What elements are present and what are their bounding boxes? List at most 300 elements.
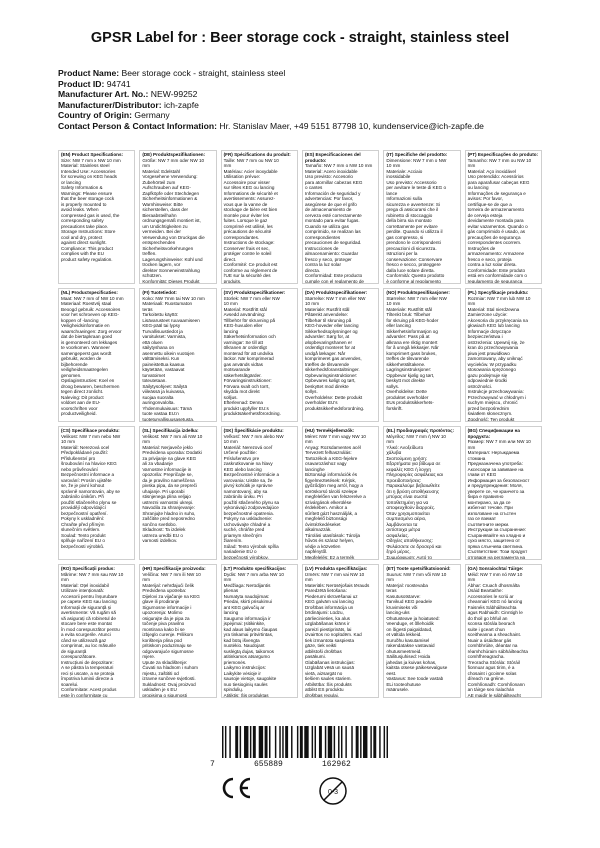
spec-line: fresco y seco, proteger (304, 256, 352, 262)
spec-line: suché, chráňte pred (223, 527, 265, 532)
spec-line: soarelui. (61, 681, 79, 687)
spec-line: mm (467, 444, 476, 450)
spec-line: lancing-uks (386, 610, 410, 615)
spec-line: Πληροφορίες ασφάλειας και (386, 472, 443, 477)
spec-line: figyelmeztetések: Kérjük, (304, 477, 357, 483)
spec-line: Anyag: Rozsdamentes acél (304, 444, 361, 450)
spec-line: Säilitusjuhised: Hoida (386, 654, 431, 659)
spec-line: vermeiden. Bei der (142, 229, 181, 234)
spec-line: chosaint i gcoinne solas (467, 670, 517, 676)
spec-line: Skladnost: Ta izdelek (142, 527, 186, 532)
spec-heading: (NL) Productspecificaties: (61, 290, 118, 295)
spec-line: и предупреждения: Моля, (467, 483, 523, 488)
spec-line: Piederumi skrūvēšanai uz (304, 593, 358, 599)
spec-line: atbilstoši drošības (304, 648, 342, 654)
spec-line: sikkerhedsforanstaltninger. (304, 367, 360, 372)
spec-line: schützen. (142, 273, 162, 278)
spec-line: Numatyta naudojimas: (223, 593, 270, 599)
spec-line: Material: Nerjaveče jeklo (142, 444, 193, 450)
spec-line: Předpokládané použití: (61, 450, 108, 455)
spec-line: monterad för att undvika (223, 350, 274, 356)
spec-line: Matériau: Acier inoxydable (223, 168, 278, 174)
spec-cell (383, 426, 460, 560)
spec-line: Dydis: NW 7 mm arba NW 10 (223, 571, 284, 577)
spec-line: díreach na gréine. (467, 676, 505, 681)
info-value: Hr. Stanislav Maer, +49 5151 87798 10, kundenservice@ich-zapfe.de (217, 120, 484, 131)
spec-line: direkter Sonneneinstrahlung (142, 267, 200, 273)
spec-line: Μέγεθος: NW 7 mm ή NW 10 (386, 433, 446, 439)
spec-line: vietā, aizsargāt no (304, 670, 343, 676)
spec-line: that the beer storage cock (61, 196, 115, 201)
spec-line: toteutetaan. (142, 378, 167, 383)
spec-line: Størrelse: NW 7 mm eller NW (386, 295, 447, 301)
barcode-bar (291, 726, 292, 758)
spec-line: osigurajte da je pipa za (142, 615, 190, 621)
spec-line: Turvallisuustiedot ja (142, 328, 183, 334)
spec-line: Bieraabsteilhahn (142, 212, 177, 218)
barcode-bar (334, 726, 335, 758)
ce-mark-icon (218, 776, 252, 805)
spec-line: Materiál: Nerezová oceľ (223, 444, 273, 450)
spec-line: mm (142, 577, 150, 582)
spec-line: beskytt mot direkte (386, 378, 425, 383)
spec-line: mm (467, 577, 476, 582)
barcode-group-1: 655889 (254, 760, 283, 769)
info-row (58, 68, 484, 79)
spec-heading: (FR) Spécifications du produit: (223, 152, 291, 157)
spec-line: forskrift. (386, 405, 403, 411)
spec-line: an táirge seo rialachán (467, 687, 515, 692)
spec-heading: (ET) Toote spetsifikatsioonid: (386, 566, 451, 571)
spec-line: Tartozékok a KEG-fejekre (304, 455, 358, 461)
spec-line: Dimensione: NW 7 mm o NW (386, 157, 447, 163)
spec-line: монтирано, за да се (467, 499, 511, 505)
spec-line: eller lancing (386, 323, 411, 328)
spec-line: mjestu, zaštititi od (142, 670, 179, 676)
spec-line: Nuair a úsáidtear gás (467, 637, 512, 643)
spec-line: Säkerhetsinformation och (223, 334, 276, 339)
spec-line: Tamaño: NW 7 mm o NW 10 mm (304, 163, 373, 168)
spec-line: A se păstra la temperaturi (61, 665, 114, 670)
spec-heading: (NO) Produktspesifikasjoner: (386, 290, 450, 295)
spec-line: Tiltenkt bruk: Tilbehør (386, 312, 431, 317)
spec-line: pārliecinieties, ka alus (304, 615, 350, 621)
spec-line: Velikost: NW 7 mm nebo NW (61, 433, 121, 439)
spec-line: määrusele. (386, 687, 410, 692)
barcode-bar (259, 726, 263, 758)
spec-line: Istruzioni per la (386, 251, 418, 256)
spec-line: Méid: NW 7 mm nó NW 10 (467, 571, 523, 577)
spec-line: against direct sunlight. (61, 240, 107, 245)
spec-line: undgå lækager. Når (304, 350, 346, 356)
spec-line: gazu podejmuje się (467, 372, 508, 378)
spec-line: ξηρό μέρος. (386, 549, 411, 554)
spec-cell (139, 564, 216, 698)
spec-line: skydda mot direkt (223, 389, 260, 394)
spec-line: Instrukcje przechowywania: (467, 389, 524, 394)
barcode (222, 726, 388, 758)
barcode-bar (235, 726, 238, 758)
spec-heading: (ES) Especificaciones del producto: (304, 152, 361, 163)
barcode-bar (304, 726, 308, 758)
spec-line: Shranjujte hladno in suho, (142, 510, 196, 516)
spec-line: 10 mm (386, 301, 401, 306)
spec-line: głowiach KEG lub lancing (467, 323, 520, 328)
spec-line: zaščitite pred neposredno (142, 516, 195, 521)
spec-line: Tilbehør til skruning på (304, 317, 352, 323)
spec-line: Opslaginstructies: Koel en (61, 378, 115, 383)
spec-line: Material: Edelstahl (142, 168, 181, 174)
barcode-bar (387, 726, 388, 758)
spec-line: fresco e seco, proteja (467, 256, 512, 262)
spec-line: mm (223, 163, 232, 168)
spec-heading: (DA) Produktspecifikationer: (304, 290, 368, 295)
spec-line: Pokyny k uskladnění: (61, 516, 105, 521)
spec-line: pivný kohútik je správne (223, 483, 273, 488)
spec-line: Megfelelés: Ez a termék (304, 554, 355, 560)
spec-line: sconsa stórála beorach (467, 621, 516, 626)
spec-line: ohutusmeetmeid. (386, 648, 422, 654)
spec-line: Förvaringsinstruktioner: (223, 378, 272, 383)
spec-line: Zgodność: Ten produkt (467, 416, 515, 422)
spec-line: vykonávajú zodpovedajúce (223, 505, 279, 510)
spec-line: Warnhinweise: Bitte (142, 201, 183, 207)
spec-line: Οδηγίες αποθήκευσης: (386, 538, 434, 543)
spec-line: agus Rabhaidh: Cinntigh le (467, 610, 523, 615)
spec-line: érdekében. Amikor a (304, 505, 348, 510)
spec-line: Accessories le scriú ar (467, 593, 514, 599)
spec-line: Size: NW 7 mm x NW 10 mm (61, 157, 121, 163)
spec-line: fionnuar agus tirim, é a (467, 665, 515, 670)
spec-line: správně namontován, aby se (61, 488, 120, 494)
spec-line: ali za vbadanje (142, 461, 173, 466)
spec-cell (58, 150, 135, 284)
spec-line: Yhdenmukaisuus: Tämä (142, 405, 192, 411)
spec-cell (465, 426, 542, 560)
spec-line: 10 mm (304, 301, 320, 306)
info-row (58, 100, 484, 111)
spec-line: Suruõhu kasutamisel (386, 637, 430, 643)
spec-heading: (GA) Sonraíochtaí Táirge: (467, 566, 524, 571)
spec-line: Predviđena upotreba: (142, 588, 187, 593)
spec-line: suojaa suoralta (142, 394, 174, 400)
spec-line: Materiaal: Roestvrij staal (61, 301, 112, 306)
spec-line: Opbevares køligt og tørt, (304, 378, 356, 383)
spec-line: kruvimiseks või (386, 604, 418, 610)
spec-line: Comhlíonadh: Comhlíonann (467, 681, 525, 687)
spec-line: Lagerungshinweise: Kühl und (142, 256, 203, 262)
spec-line: Safety Information & (61, 185, 103, 190)
spec-line: eest. (386, 670, 397, 676)
spec-line: l'UE sur la sécurité des (223, 273, 271, 278)
spec-line: montée pour éviter les (223, 212, 270, 218)
spec-line: for skruing på KEG-hoder (386, 317, 439, 323)
spec-line: suite i gceart chun (467, 626, 505, 632)
spec-line: vă asigurați că robinetul de (61, 615, 116, 621)
barcode-bar (300, 726, 303, 758)
spec-line: gāze, tiek veikti (304, 643, 337, 648)
spec-line: varovania: Uistite sa, že (223, 477, 273, 483)
spec-line: Όταν χρησιμοποιείται (386, 510, 430, 516)
spec-line: Laikymo instrukcijos: (223, 665, 267, 670)
spec-line: Sukladnost: Ovaj proizvod (142, 681, 196, 687)
spec-line: montado para evitar fugas. (304, 218, 360, 223)
spec-heading: (LT) Produkto specifikacijos: (223, 566, 287, 571)
barcode-first-digit: 7 (210, 760, 215, 769)
spec-line: 10 mm (223, 301, 238, 306)
spec-line: treffes de tilsvarende (386, 356, 429, 361)
spec-line: Materijal: nehrđajući čelik (142, 582, 194, 588)
spec-cell (221, 288, 298, 422)
spec-line: 10 mm (223, 439, 238, 444)
spec-line: piwa jest prawidłowo (467, 350, 510, 356)
spec-line: Tárolási utasítások: Tárolja (304, 532, 361, 538)
spec-line: è conforme al regolamento (386, 278, 441, 284)
spec-line: fresco e secco, proteggere (386, 262, 441, 267)
barcode-bar (250, 726, 251, 758)
spec-line: alkalmazzák. (304, 527, 332, 532)
spec-line: samengeperst gas wordt (61, 350, 112, 356)
spec-line: conforme au règlement de (223, 267, 278, 273)
info-row (58, 79, 484, 90)
spec-line: Drošības informācija un (304, 604, 354, 610)
spec-line: avisos: Por favor, (467, 196, 503, 201)
spec-line: Určené použitie: (223, 450, 257, 455)
spec-line: a evita scurgerile. Atunci (61, 632, 111, 637)
spec-line: λαμβάνονται τα (386, 521, 418, 527)
spec-line: sollys. (386, 383, 400, 389)
spec-line: sceitheanna a sheachaint. (467, 632, 522, 637)
spec-line: ostrożności. (467, 383, 493, 389)
spec-line: mm (386, 439, 394, 444)
spec-line: KEG galvām vai lancing (304, 599, 354, 604)
spec-line: is properly mounted to (61, 201, 107, 207)
spec-line: Lisävarusteet ruuvaamiseen (142, 317, 200, 323)
spec-line: światłem słonecznym. (467, 411, 513, 416)
spec-line: Instrucciones de (304, 245, 339, 251)
spec-line: napfénytől. (304, 549, 328, 554)
spec-line: KEG-huvuden eller (223, 323, 263, 328)
spec-line: koppen of -lancing (61, 317, 99, 323)
spec-cell (139, 288, 216, 422)
spec-line: Compliance: This product (61, 245, 114, 251)
page-title: GPSR Label for : Beer storage cock - straight, stainless steel (90, 30, 510, 46)
spec-line: turvatoimet (142, 372, 166, 378)
spec-line: Sicherheitsinformationen & (142, 196, 198, 201)
spec-line: gebruikt, worden de (61, 356, 102, 361)
info-label: Contact Person & Contact Information: (58, 120, 217, 131)
spec-line: mm (304, 439, 313, 444)
spec-line: mm (142, 163, 150, 168)
spec-line: tuoteturvallisuusasetusta. (142, 416, 195, 422)
spec-line: Opbevaringsinstruktioner: (304, 372, 358, 378)
spec-row (58, 426, 542, 560)
info-row (58, 121, 484, 132)
spec-line: mm (386, 577, 394, 582)
spec-line: győződjön meg arról, hogy a (304, 483, 363, 488)
spec-line: evitar vazamentos. Quando o (467, 223, 528, 229)
spec-heading: (EN) Product Specifications: (61, 152, 124, 157)
spec-line: ølkrana ere riktig montert (386, 339, 438, 345)
spec-line: Lagringsinstruksjoner: (386, 367, 432, 372)
spec-line: solljus. (223, 394, 238, 400)
spec-line: correspondientes (304, 234, 341, 240)
spec-line: lancing (223, 610, 239, 615)
spec-line: Avsedd användning: (223, 312, 266, 317)
spec-line: Veenduge, et õllehoidik (386, 621, 434, 626)
spec-line: când se utilizează gaz (61, 637, 107, 643)
spec-line: precautions take place. (61, 223, 109, 229)
spec-line: perdite. Quando si utilizza il (386, 229, 443, 234)
spec-line: almacenamiento: Guardar (304, 251, 359, 256)
spec-cell (58, 288, 135, 422)
spec-line: correttamente per evitare (386, 223, 438, 229)
spec-line: Accesorii pentru înșurubare (61, 593, 118, 599)
barcode-bar (351, 726, 352, 758)
spec-line: précautions de sécurité (223, 229, 272, 234)
spec-line: Glabāšanas instrukcijas: (304, 659, 355, 665)
spec-line: tuote vastaa EU:n (142, 411, 179, 416)
spec-line: бира е правилно (467, 494, 504, 499)
spec-line: contra a luz solar direta. (467, 262, 517, 267)
spec-line: Konformität: Dieses Produkt (142, 278, 200, 284)
spec-line: rubinetto di stoccaggio (386, 212, 433, 218)
spec-line: sicherstellen, dass der (142, 207, 189, 212)
spec-heading: (LV) Produkta specifikācijas: (304, 566, 368, 571)
barcode-bar (312, 726, 313, 758)
spec-line: Información de seguridad y (304, 190, 361, 196)
spec-line: está em conformidade com o (467, 273, 527, 278)
spec-line: prendono le corrispondenti (386, 240, 441, 245)
spec-line: advarsler: Sørg for, at (304, 334, 350, 339)
spec-line: megfelelő biztonsági (304, 516, 347, 521)
spec-line: EUs produktsikkerhets- (386, 400, 434, 405)
barcode-bar (356, 726, 359, 758)
spec-heading: (CS) Specifikace produktu: (61, 428, 120, 433)
spec-line: droog bewaren, beschermen (61, 383, 120, 389)
spec-line: drošības regulai. (304, 692, 339, 698)
spec-line: Vastavus: See toode vastab (386, 676, 444, 681)
spec-cell (383, 564, 460, 698)
spec-line: mm (467, 163, 476, 168)
spec-heading: (HU) Termékjellemzők: (304, 428, 355, 433)
spec-heading: (PL) Specyfikacje produktu: (467, 290, 529, 295)
spec-line: træffes de tilsvarende (304, 361, 350, 367)
spec-line: Informacje dotyczące (467, 328, 512, 334)
spec-line: Съответствие: Този продукт (467, 549, 528, 554)
barcode-bar (373, 726, 376, 758)
spec-line: for å unngå lekkasjer. Når (386, 345, 439, 350)
spec-line: Soulad: Tento produkt (61, 532, 106, 538)
spec-line: Instrucțiuni de depozitare: (61, 659, 114, 665)
spec-line: priemonės. (223, 659, 247, 665)
info-row (58, 89, 484, 100)
barcode-bar (370, 726, 371, 758)
spec-line: conservazione: Conservare (386, 256, 443, 262)
spec-line: cumple con el reglamento de (304, 278, 364, 284)
spec-line: stisnjenega plina veljajo (142, 494, 191, 499)
spec-line: overholder EU's (304, 400, 338, 405)
spec-line: certifique-se de que a (467, 201, 512, 207)
spec-line: Conformité: Ce produit est (223, 262, 278, 267)
barcode-bar (338, 726, 339, 758)
spec-line: ustrezni varnostni ukrepi. (142, 499, 194, 505)
spec-line: wycieków. W przypadku (467, 361, 517, 367)
spec-line: Conformità: Questo prodotto (386, 273, 445, 278)
spec-line: ότι η βρύση αποθήκευσης (386, 488, 440, 494)
spec-line: csavarozáshoz vagy (304, 461, 347, 466)
spec-line: Conformidade: Este produto (467, 267, 526, 273)
spec-line: direct. (223, 256, 237, 262)
spec-line: tegen direct zonlicht. (61, 389, 104, 394)
spec-line: Uchovávajte chladné a (223, 521, 271, 527)
spec-line: trocken lagern, vor (142, 262, 181, 267)
spec-line: correspondantes. (223, 234, 260, 240)
spec-line: Zamierzone użycie: (467, 312, 508, 317)
spec-line: Efterlevnad: Denna (223, 400, 263, 405)
spec-line: kad alaus laikymo čiaupas (223, 626, 278, 632)
spec-line: ustreza uredbi EU o (142, 532, 183, 538)
spec-heading: (PT) Especificações do produto: (467, 152, 539, 157)
spec-line: reci și uscate, a se proteja (61, 670, 115, 676)
spec-line: Uso previsto: Accessorio (386, 179, 437, 185)
spec-line: sollys. (304, 389, 318, 394)
spec-heading: (BG) Спецификации на продукта: (467, 428, 520, 439)
barcode-bar (275, 726, 276, 758)
barcode-bar (222, 726, 223, 758)
spec-line: kran do przechowywania (467, 345, 519, 350)
barcode-bar (360, 726, 361, 758)
spec-line: beskyttet mod direkte (304, 383, 349, 389)
spec-line: Navodila za shranjevanje: (142, 505, 195, 510)
barcode-bar (240, 726, 241, 758)
spec-cell (302, 150, 379, 284)
spec-line: съответните мерки. (467, 521, 510, 527)
spec-line: odgovarajuće sigurnosne (142, 648, 194, 654)
spec-heading: (IT) Specifiche del prodotto: (386, 152, 448, 157)
spec-line: prega di assicurarsi che il (386, 207, 439, 212)
spec-line: produktet overholder (386, 394, 429, 400)
spec-line: zaskrutkovanie na hlavy (223, 461, 273, 466)
spec-line: o cantes (304, 185, 323, 190)
spec-line: Zubehörteil zum (142, 179, 176, 185)
spec-line: do thoil go bhfuil an (467, 615, 508, 621)
spec-line: odpowiednie środki (467, 378, 507, 383)
spec-line: pasākumi. (304, 654, 326, 659)
spec-line: Chraňte před přímým (61, 521, 105, 527)
spec-line: Tarvikud KEG peadele (386, 599, 433, 604)
spec-line: Φυλάσσετε σε δροσερό και (386, 543, 442, 549)
spec-line: torneira de armazenamento (467, 207, 525, 212)
barcode-bar (315, 726, 316, 758)
spec-line: precauções de segurança (467, 234, 521, 240)
spec-line: zamontowany, aby uniknąć (467, 356, 523, 361)
spec-line: comprimé est utilisé, les (223, 223, 273, 229)
spec-line: Beoogd gebruik: Accessoires (61, 306, 121, 312)
spec-line: auringonvalolta. (142, 400, 175, 405)
spec-line: Sigurnosne informacije i (142, 604, 192, 610)
spec-line: splňuje nařízení EU o (61, 538, 105, 543)
spec-line: Dijelovi za vijačanje na KEG (142, 593, 200, 599)
spec-line: gas används vidtas (223, 361, 263, 367)
spec-cell (465, 150, 542, 284)
spec-line: χάλυβα (386, 450, 402, 455)
spec-line: nariadenie EÚ o (223, 549, 257, 554)
spec-line: Veličina: NW 7 mm ili NW 10 (142, 571, 201, 577)
spec-cell (383, 150, 460, 284)
spec-line: lance (386, 190, 398, 196)
spec-line: fuites. Lorsque le gaz (223, 218, 268, 223)
